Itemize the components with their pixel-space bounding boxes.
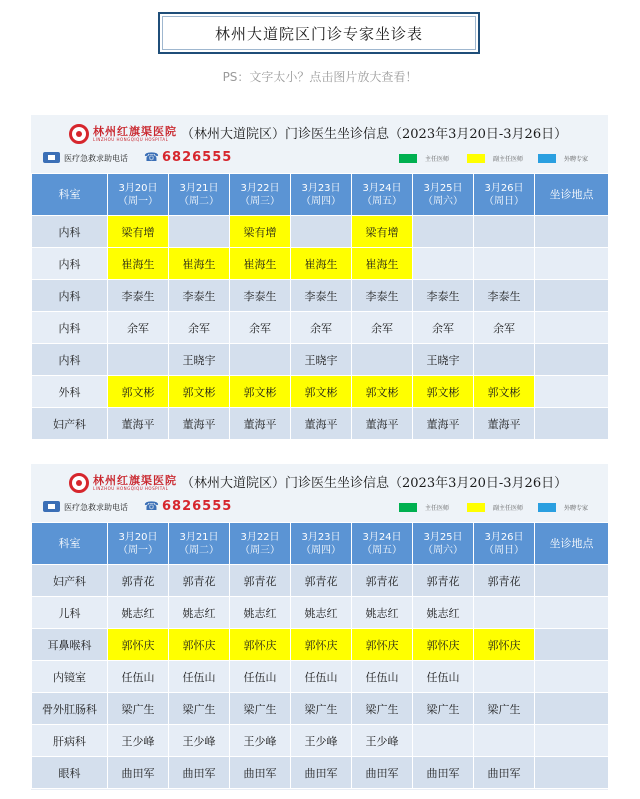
- doctor-cell: [230, 344, 291, 376]
- header-day: [291, 174, 352, 216]
- dept-cell: 耳鼻喉科: [32, 629, 108, 661]
- doctor-cell: 郭怀庆: [230, 629, 291, 661]
- legend-swatch: [467, 503, 485, 512]
- header-weekday: （周一）: [118, 195, 158, 207]
- location-cell: [535, 725, 609, 757]
- doctor-cell: 郭怀庆: [169, 629, 230, 661]
- doctor-cell: 郭青花: [169, 565, 230, 597]
- header-date: 3月21日: [179, 531, 219, 543]
- table-row: [32, 248, 609, 280]
- doctor-cell: 郭文彬: [474, 376, 535, 408]
- header-day: [413, 174, 474, 216]
- location-cell: [535, 344, 609, 376]
- header-date: 3月22日: [240, 531, 280, 543]
- doctor-cell: [413, 725, 474, 757]
- header-weekday: （周五）: [362, 544, 402, 556]
- header-date: 3月20日: [118, 531, 158, 543]
- header-day: [474, 523, 535, 565]
- doctor-cell: 曲田军: [474, 757, 535, 789]
- location-cell: [535, 757, 609, 789]
- doctor-cell: 崔海生: [291, 248, 352, 280]
- dept-cell: 内科: [32, 280, 108, 312]
- table-row: [32, 757, 609, 789]
- doctor-cell: 梁广生: [413, 693, 474, 725]
- header-date: 3月21日: [179, 182, 219, 194]
- doctor-cell: 王少峰: [352, 725, 413, 757]
- schedule-table: [31, 522, 609, 789]
- header-dept: 科室: [32, 174, 108, 216]
- header-location: 坐诊地点: [535, 523, 609, 565]
- schedule-title: （林州大道院区）门诊医生坐诊信息（2023年3月20日-3月26日）: [181, 476, 568, 491]
- legend-label: 主任医师: [425, 155, 450, 163]
- doctor-cell: 王少峰: [169, 725, 230, 757]
- hospital-name: 林州红旗渠医院: [93, 474, 177, 487]
- doctor-cell: 李泰生: [291, 280, 352, 312]
- doctor-cell: 梁广生: [291, 693, 352, 725]
- doctor-cell: 曲田军: [352, 757, 413, 789]
- legend-item: [467, 153, 523, 163]
- header-date: 3月23日: [301, 182, 341, 194]
- doctor-cell: 梁广生: [352, 693, 413, 725]
- doctor-cell: 郭青花: [291, 565, 352, 597]
- legend-item: [538, 153, 588, 163]
- doctor-cell: 郭怀庆: [291, 629, 352, 661]
- hospital-name-en: LINZHOU HONGQIQU HOSPITAL: [93, 137, 169, 142]
- header-weekday: （周二）: [179, 544, 219, 556]
- doctor-cell: 姚志红: [413, 597, 474, 629]
- legend-item: [399, 153, 449, 163]
- doctor-cell: 李泰生: [352, 280, 413, 312]
- header-day: [291, 523, 352, 565]
- doctor-cell: 郭青花: [474, 565, 535, 597]
- doctor-cell: [474, 597, 535, 629]
- header-date: 3月24日: [362, 531, 402, 543]
- doctor-cell: 郭怀庆: [474, 629, 535, 661]
- header-day: [108, 174, 169, 216]
- doctor-cell: 董海平: [352, 408, 413, 440]
- legend-label: 副主任医师: [493, 155, 524, 163]
- header-weekday: （周六）: [423, 195, 463, 207]
- doctor-cell: 崔海生: [230, 248, 291, 280]
- doctor-cell: 王晓宇: [169, 344, 230, 376]
- legend-swatch: [538, 503, 556, 512]
- doctor-cell: [108, 344, 169, 376]
- table-row: [32, 693, 609, 725]
- hospital-name-en: LINZHOU HONGQIQU HOSPITAL: [93, 486, 169, 491]
- doctor-cell: 郭文彬: [230, 376, 291, 408]
- ps-note: PS：文字太小？点击图片放大查看！: [222, 70, 418, 84]
- doctor-cell: 崔海生: [108, 248, 169, 280]
- dept-cell: 骨外肛肠科: [32, 693, 108, 725]
- location-cell: [535, 248, 609, 280]
- legend-swatch: [399, 154, 417, 163]
- doctor-cell: 曲田军: [413, 757, 474, 789]
- doctor-cell: 任伍山: [413, 661, 474, 693]
- table-row: [32, 344, 609, 376]
- dept-cell: 内科: [32, 248, 108, 280]
- hospital-logo-icon: [69, 473, 89, 493]
- doctor-cell: 任伍山: [291, 661, 352, 693]
- doctor-cell: 余军: [474, 312, 535, 344]
- doctor-cell: 王少峰: [108, 725, 169, 757]
- header-dept: 科室: [32, 523, 108, 565]
- location-cell: [535, 408, 609, 440]
- schedule-card-2[interactable]: [31, 464, 608, 790]
- doctor-cell: [474, 248, 535, 280]
- doctor-cell: 王少峰: [230, 725, 291, 757]
- location-cell: [535, 693, 609, 725]
- doctor-cell: 郭怀庆: [413, 629, 474, 661]
- table-row: [32, 725, 609, 757]
- doctor-cell: [474, 216, 535, 248]
- doctor-cell: 郭青花: [352, 565, 413, 597]
- header-day: [413, 523, 474, 565]
- header-day: [352, 174, 413, 216]
- table-row: [32, 629, 609, 661]
- doctor-cell: 姚志红: [108, 597, 169, 629]
- doctor-cell: [352, 344, 413, 376]
- header-weekday: （周四）: [301, 544, 341, 556]
- header-weekday: （周日）: [484, 544, 524, 556]
- doctor-cell: 余军: [352, 312, 413, 344]
- header-day: [230, 523, 291, 565]
- doctor-cell: [413, 216, 474, 248]
- header-date: 3月26日: [484, 531, 524, 543]
- legend-label: 外聘专家: [564, 155, 589, 163]
- doctor-cell: 李泰生: [230, 280, 291, 312]
- location-cell: [535, 216, 609, 248]
- legend-item: [538, 502, 588, 512]
- doctor-cell: 任伍山: [108, 661, 169, 693]
- header-day: [108, 523, 169, 565]
- header-weekday: （周五）: [362, 195, 402, 207]
- header-row: [32, 523, 609, 565]
- doctor-cell: 任伍山: [352, 661, 413, 693]
- location-cell: [535, 597, 609, 629]
- schedule-title: （林州大道院区）门诊医生坐诊信息（2023年3月20日-3月26日）: [181, 127, 568, 142]
- doctor-cell: 余军: [291, 312, 352, 344]
- location-cell: [535, 629, 609, 661]
- doctor-cell: 李泰生: [474, 280, 535, 312]
- doctor-cell: 梁广生: [474, 693, 535, 725]
- doctor-cell: 姚志红: [169, 597, 230, 629]
- doctor-cell: 郭文彬: [352, 376, 413, 408]
- doctor-cell: 郭怀庆: [352, 629, 413, 661]
- doctor-cell: 王晓宇: [413, 344, 474, 376]
- dept-cell: 肝病科: [32, 725, 108, 757]
- doctor-cell: 曲田军: [230, 757, 291, 789]
- table-row: [32, 376, 609, 408]
- doctor-cell: 崔海生: [169, 248, 230, 280]
- header-day: [169, 174, 230, 216]
- emergency-label: 医疗急救求助电话: [64, 503, 128, 512]
- header-weekday: （周二）: [179, 195, 219, 207]
- doctor-cell: 王少峰: [291, 725, 352, 757]
- doctor-cell: 余军: [413, 312, 474, 344]
- doctor-cell: 曲田军: [108, 757, 169, 789]
- dept-cell: 妇产科: [32, 565, 108, 597]
- location-cell: [535, 565, 609, 597]
- table-row: [32, 408, 609, 440]
- doctor-cell: 王晓宇: [291, 344, 352, 376]
- doctor-cell: [474, 725, 535, 757]
- doctor-cell: 董海平: [474, 408, 535, 440]
- doctor-cell: [169, 216, 230, 248]
- dept-cell: 儿科: [32, 597, 108, 629]
- doctor-cell: 郭青花: [413, 565, 474, 597]
- doctor-cell: 梁广生: [169, 693, 230, 725]
- header-weekday: （周三）: [240, 544, 280, 556]
- doctor-cell: 郭青花: [230, 565, 291, 597]
- table-row: [32, 280, 609, 312]
- doctor-cell: [291, 216, 352, 248]
- dept-cell: 妇产科: [32, 408, 108, 440]
- doctor-cell: 梁有增: [352, 216, 413, 248]
- dept-cell: 内科: [32, 312, 108, 344]
- doctor-cell: 梁广生: [230, 693, 291, 725]
- header-date: 3月23日: [301, 531, 341, 543]
- table-row: [32, 565, 609, 597]
- header-day: [230, 174, 291, 216]
- location-cell: [535, 280, 609, 312]
- doctor-cell: 曲田军: [169, 757, 230, 789]
- header-date: 3月26日: [484, 182, 524, 194]
- doctor-cell: 董海平: [230, 408, 291, 440]
- phone-icon: ☎: [144, 499, 159, 513]
- phone-icon: ☎: [144, 150, 159, 164]
- emergency-phone[interactable]: 6826555: [162, 150, 233, 165]
- doctor-cell: 董海平: [413, 408, 474, 440]
- header-date: 3月20日: [118, 182, 158, 194]
- table-row: [32, 661, 609, 693]
- header-date: 3月22日: [240, 182, 280, 194]
- legend-swatch: [538, 154, 556, 163]
- legend-swatch: [467, 154, 485, 163]
- hospital-logo-icon: [69, 124, 89, 144]
- schedule-header: [31, 464, 608, 522]
- header-location: 坐诊地点: [535, 174, 609, 216]
- doctor-cell: 郭怀庆: [108, 629, 169, 661]
- doctor-cell: 任伍山: [169, 661, 230, 693]
- ambulance-icon: [43, 501, 60, 512]
- doctor-cell: 李泰生: [169, 280, 230, 312]
- doctor-cell: [413, 248, 474, 280]
- doctor-cell: 任伍山: [230, 661, 291, 693]
- doctor-cell: 余军: [230, 312, 291, 344]
- emergency-label: 医疗急救求助电话: [64, 154, 128, 163]
- header-day: [352, 523, 413, 565]
- doctor-cell: 董海平: [169, 408, 230, 440]
- dept-cell: 内科: [32, 344, 108, 376]
- legend-item: [467, 502, 523, 512]
- header-day: [169, 523, 230, 565]
- legend-label: 主任医师: [425, 504, 450, 512]
- dept-cell: 内科: [32, 216, 108, 248]
- hospital-name: 林州红旗渠医院: [93, 125, 177, 138]
- location-cell: [535, 312, 609, 344]
- doctor-cell: 梁广生: [108, 693, 169, 725]
- header-weekday: （周日）: [484, 195, 524, 207]
- doctor-cell: 郭文彬: [413, 376, 474, 408]
- doctor-cell: 姚志红: [291, 597, 352, 629]
- header-date: 3月25日: [423, 182, 463, 194]
- legend-item: [399, 502, 449, 512]
- emergency-phone[interactable]: 6826555: [162, 499, 233, 514]
- table-row: [32, 312, 609, 344]
- doctor-cell: 崔海生: [352, 248, 413, 280]
- doctor-cell: 余军: [108, 312, 169, 344]
- doctor-cell: 梁有增: [108, 216, 169, 248]
- header-row: [32, 174, 609, 216]
- header-weekday: （周一）: [118, 544, 158, 556]
- doctor-cell: 李泰生: [108, 280, 169, 312]
- schedule-header: [31, 115, 608, 173]
- location-cell: [535, 376, 609, 408]
- doctor-cell: 姚志红: [230, 597, 291, 629]
- page-title: 林州大道院区门诊专家坐诊表: [162, 16, 476, 50]
- legend-label: 外聘专家: [564, 504, 589, 512]
- page-title-box: [158, 12, 480, 54]
- doctor-cell: 梁有增: [230, 216, 291, 248]
- header-day: [474, 174, 535, 216]
- dept-cell: 眼科: [32, 757, 108, 789]
- doctor-cell: 郭青花: [108, 565, 169, 597]
- doctor-cell: [474, 661, 535, 693]
- table-row: [32, 597, 609, 629]
- schedule-card-1[interactable]: [31, 115, 608, 437]
- doctor-cell: 曲田军: [291, 757, 352, 789]
- doctor-cell: [474, 344, 535, 376]
- dept-cell: 内镜室: [32, 661, 108, 693]
- header-weekday: （周四）: [301, 195, 341, 207]
- doctor-cell: 郭文彬: [169, 376, 230, 408]
- table-row: [32, 216, 609, 248]
- dept-cell: 外科: [32, 376, 108, 408]
- header-weekday: （周三）: [240, 195, 280, 207]
- legend-swatch: [399, 503, 417, 512]
- doctor-cell: 郭文彬: [291, 376, 352, 408]
- header-weekday: （周六）: [423, 544, 463, 556]
- header-date: 3月25日: [423, 531, 463, 543]
- doctor-cell: 姚志红: [352, 597, 413, 629]
- doctor-cell: 李泰生: [413, 280, 474, 312]
- ambulance-icon: [43, 152, 60, 163]
- doctor-cell: 董海平: [108, 408, 169, 440]
- doctor-cell: 郭文彬: [108, 376, 169, 408]
- header-date: 3月24日: [362, 182, 402, 194]
- doctor-cell: 余军: [169, 312, 230, 344]
- doctor-cell: 董海平: [291, 408, 352, 440]
- location-cell: [535, 661, 609, 693]
- schedule-table: [31, 173, 609, 440]
- legend-label: 副主任医师: [493, 504, 524, 512]
